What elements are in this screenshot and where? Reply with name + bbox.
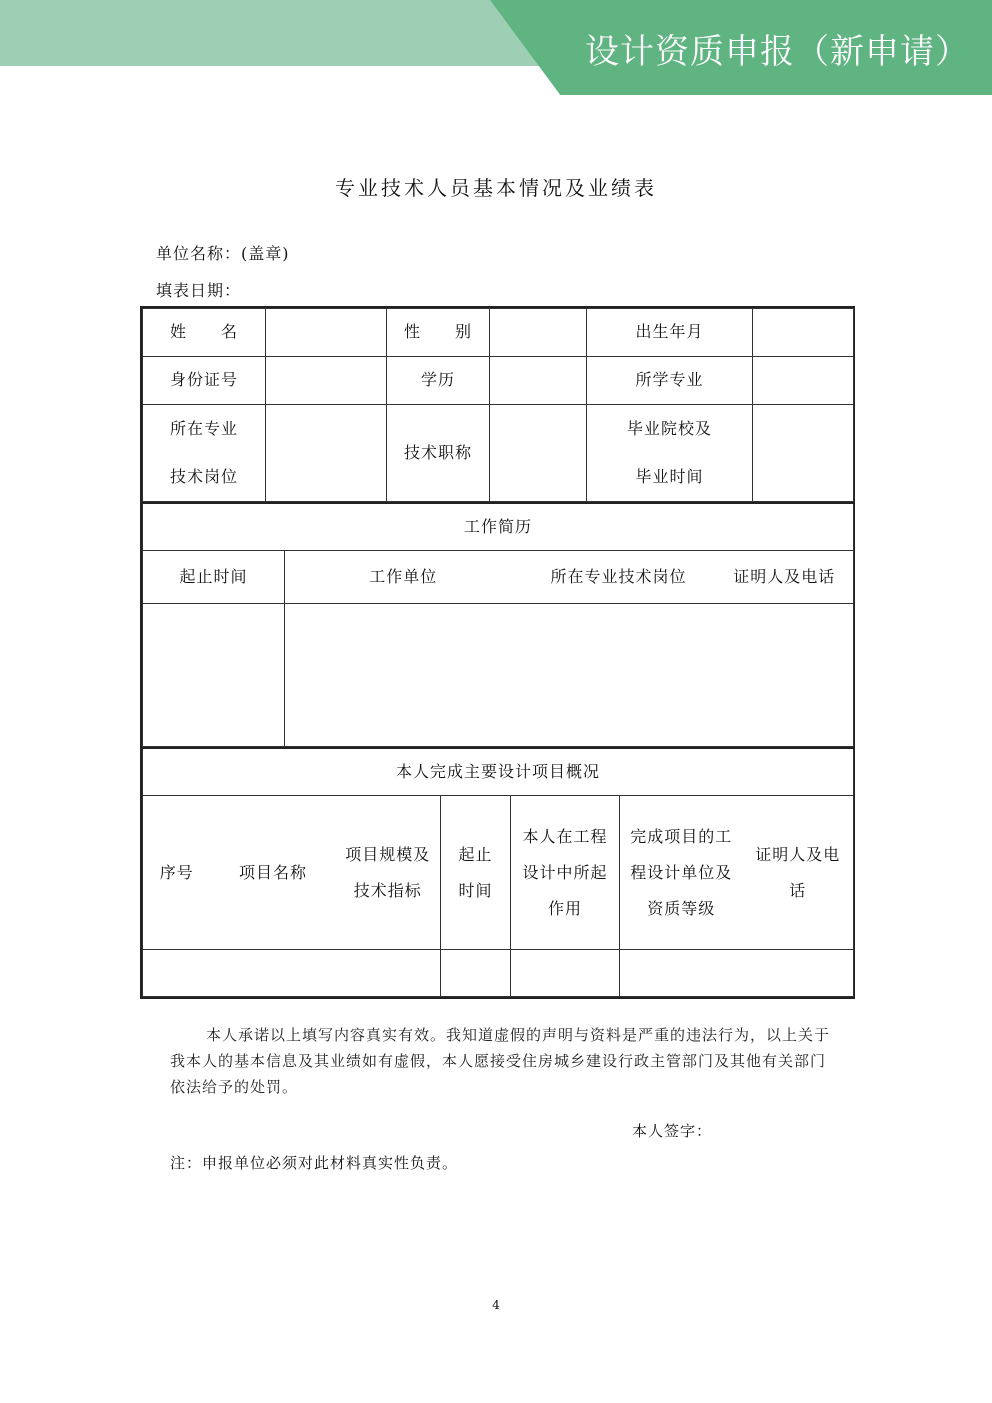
work-history-title: 工作简历 — [143, 503, 854, 551]
id-number-label: 身份证号 — [143, 357, 266, 405]
proj-witness-field[interactable] — [743, 950, 854, 997]
proj-col-role — [511, 796, 620, 950]
proj-col-witness — [743, 796, 854, 950]
note-text: 注：申报单位必须对此材料真实性负责。 — [170, 1154, 459, 1172]
proj-col-witness-line1: 证明人及电 — [755, 844, 841, 864]
proj-col-unit-line1: 完成项目的工 — [630, 826, 733, 846]
proj-unit-field[interactable] — [620, 950, 743, 997]
fill-date-label: 填表日期： — [156, 281, 242, 300]
title-field[interactable] — [490, 405, 587, 502]
major-field[interactable] — [753, 357, 854, 405]
proj-name-field[interactable] — [211, 950, 336, 997]
title-label: 技术职称 — [387, 405, 490, 502]
proj-col-role-line1: 本人在工程 — [522, 826, 608, 846]
birth-field[interactable] — [753, 309, 854, 357]
school-field[interactable] — [753, 405, 854, 502]
proj-col-time-line1: 起止 — [458, 844, 493, 864]
page-title: 专业技术人员基本情况及业绩表 — [335, 176, 657, 200]
major-label: 所学专业 — [587, 357, 753, 405]
school-label-line2: 毕业时间 — [635, 467, 704, 486]
proj-col-scale — [336, 796, 441, 950]
projects-title: 本人完成主要设计项目概况 — [143, 748, 854, 796]
name-label: 姓 名 — [143, 309, 266, 357]
school-label-line1: 毕业院校及 — [626, 419, 712, 438]
gender-field[interactable] — [490, 309, 587, 357]
school-label — [587, 405, 753, 502]
proj-col-index: 序号 — [143, 796, 211, 950]
proj-col-time — [441, 796, 511, 950]
basic-info-table — [142, 308, 854, 502]
proj-col-unit — [620, 796, 743, 950]
page-number: 4 — [492, 1298, 500, 1312]
work-col-witness: 证明人及电话 — [716, 551, 854, 604]
header-banner-light — [0, 0, 560, 66]
birth-label: 出生年月 — [587, 309, 753, 357]
work-history-table — [142, 502, 854, 747]
position-label — [143, 405, 266, 502]
banner-title: 设计资质申报（新申请） — [585, 32, 970, 72]
gender-label: 性 别 — [387, 309, 490, 357]
work-col-employer: 工作单位 — [285, 551, 522, 604]
work-period-field[interactable] — [143, 604, 285, 747]
proj-col-role-line2: 设计中所起 — [522, 862, 608, 882]
proj-col-name: 项目名称 — [211, 796, 336, 950]
proj-col-scale-line2: 技术指标 — [353, 880, 422, 900]
personnel-form — [140, 306, 855, 999]
proj-col-unit-line3: 资质等级 — [647, 898, 716, 918]
proj-col-witness-line2: 话 — [789, 880, 807, 900]
position-label-line2: 技术岗位 — [169, 467, 238, 486]
proj-role-field[interactable] — [511, 950, 620, 997]
proj-index-field[interactable] — [143, 950, 211, 997]
education-label: 学历 — [387, 357, 490, 405]
proj-scale-field[interactable] — [336, 950, 441, 997]
education-field[interactable] — [490, 357, 587, 405]
projects-table — [142, 747, 854, 997]
position-field[interactable] — [266, 405, 387, 502]
proj-col-unit-line2: 程设计单位及 — [630, 862, 733, 882]
proj-col-scale-line1: 项目规模及 — [345, 844, 431, 864]
proj-time-field[interactable] — [441, 950, 511, 997]
work-col-period: 起止时间 — [143, 551, 285, 604]
declaration-text: 本人承诺以上填写内容真实有效。我知道虚假的声明与资料是严重的违法行为，以上关于我本人的基本信息及其业绩如有虚假，本人愿接受住房城乡建设行政主管部门及其他有关部门依法给予的处罚。 — [170, 1026, 831, 1096]
name-field[interactable] — [266, 309, 387, 357]
work-detail-field[interactable] — [285, 604, 854, 747]
id-number-field[interactable] — [266, 357, 387, 405]
work-col-position: 所在专业技术岗位 — [522, 551, 716, 604]
proj-col-time-line2: 时间 — [458, 880, 493, 900]
unit-name-label: 单位名称：(盖章) — [156, 244, 290, 263]
position-label-line1: 所在专业 — [169, 419, 238, 438]
proj-col-role-line3: 作用 — [547, 898, 582, 918]
signature-label: 本人签字： — [632, 1122, 713, 1140]
